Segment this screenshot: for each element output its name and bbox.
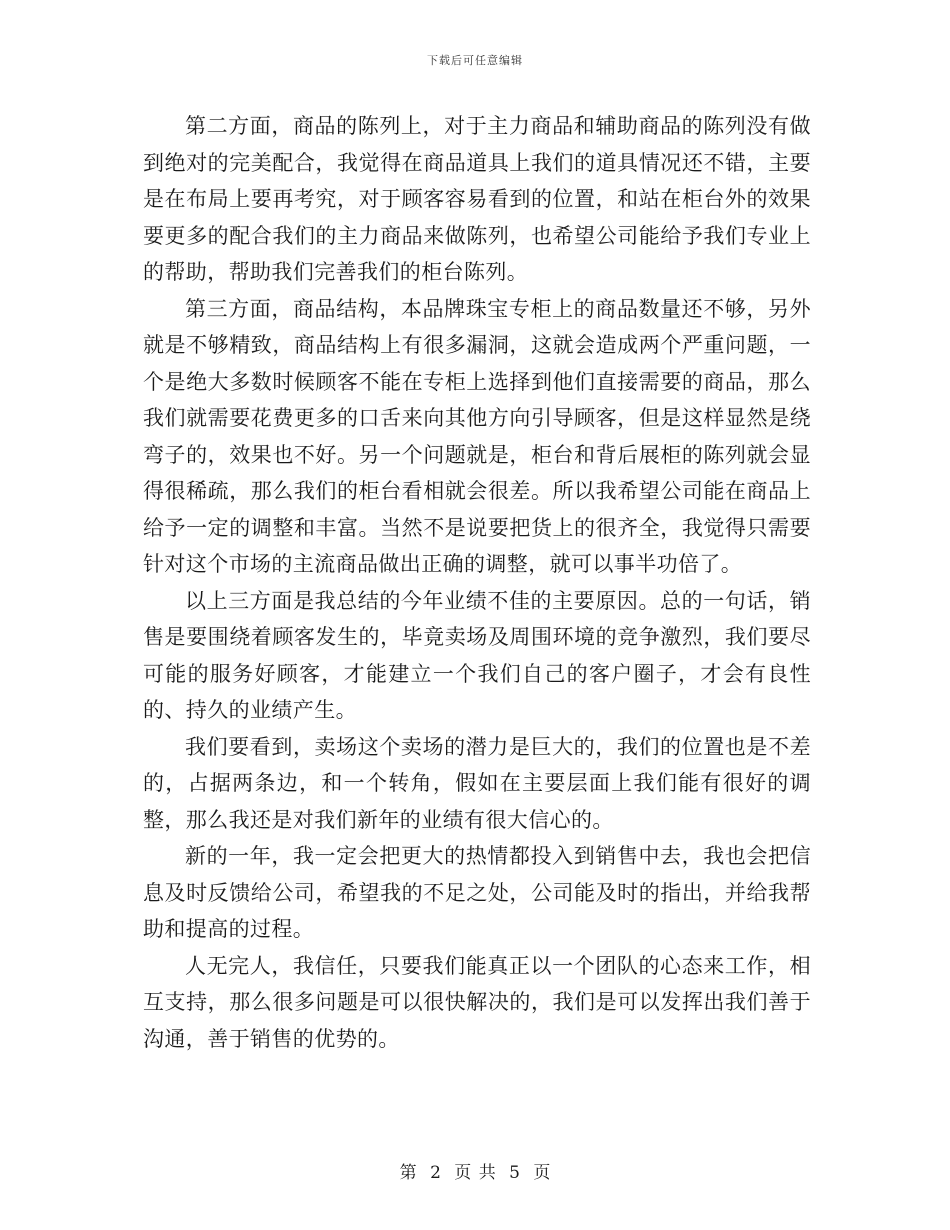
footer-prefix: 第 <box>399 1163 417 1183</box>
footer-suffix: 页 <box>533 1163 551 1183</box>
page-footer <box>0 1158 950 1183</box>
document-body <box>143 108 811 1057</box>
paragraph-2: 第三方面，商品结构，本品牌珠宝专柜上的商品数量还不够，另外就是不够精致，商品结构上有很多漏洞，这就会造成两个严重问题，一个是绝大多数时候顾客不能在专柜上选择到他们直接需要的商品，那么我们就需要花费更多的口舌来向其他方向引导顾客，但是这样显然是绕弯子的，效果也不好。另一个问题就是，柜台和背后展柜的陈列就会显得很稀疏，那么我们的柜台看相就会很差。所以我希望公司能在商品上给予一定的调整和丰富。当然不是说要把货上的很齐全，我觉得只需要针对这个市场的主流商品做出正确的调整，就可以事半功倍了。 <box>143 296 811 576</box>
footer-current-page: 2 <box>430 1163 441 1183</box>
paragraph-4: 我们要看到，卖场这个卖场的潜力是巨大的，我们的位置也是不差的，占据两条边，和一个转角，假如在主要层面上我们能有很好的调整，那么我还是对我们新年的业绩有很大信心的。 <box>143 734 811 832</box>
header-note: 下载后可任意编辑 <box>427 54 523 67</box>
paragraph-1: 第二方面，商品的陈列上，对于主力商品和辅助商品的陈列没有做到绝对的完美配合，我觉得在商品道具上我们的道具情况还不错，主要是在布局上要再考究，对于顾客容易看到的位置，和站在柜台外的效果要更多的配合我们的主力商品来做陈列，也希望公司能给予我们专业上的帮助，帮助我们完善我们的柜台陈列。 <box>143 114 811 284</box>
paragraph-5: 新的一年，我一定会把更大的热情都投入到销售中去，我也会把信息及时反馈给公司，希望我的不足之处，公司能及时的指出，并给我帮助和提高的过程。 <box>143 844 811 941</box>
paragraph-6: 人无完人，我信任，只要我们能真正以一个团队的心态来工作，相互支持，那么很多问题是可以很快解决的，我们是可以发挥出我们善于沟通，善于销售的优势的。 <box>143 953 811 1051</box>
paragraph-3: 以上三方面是我总结的今年业绩不佳的主要原因。总的一句话，销售是要围绕着顾客发生的，毕竟卖场及周围环境的竞争激烈，我们要尽可能的服务好顾客，才能建立一个我们自己的客户圈子，才会有良性的、持久的业绩产生。 <box>143 588 811 722</box>
footer-total-pages: 5 <box>509 1163 520 1183</box>
footer-middle: 页 共 <box>454 1163 496 1183</box>
